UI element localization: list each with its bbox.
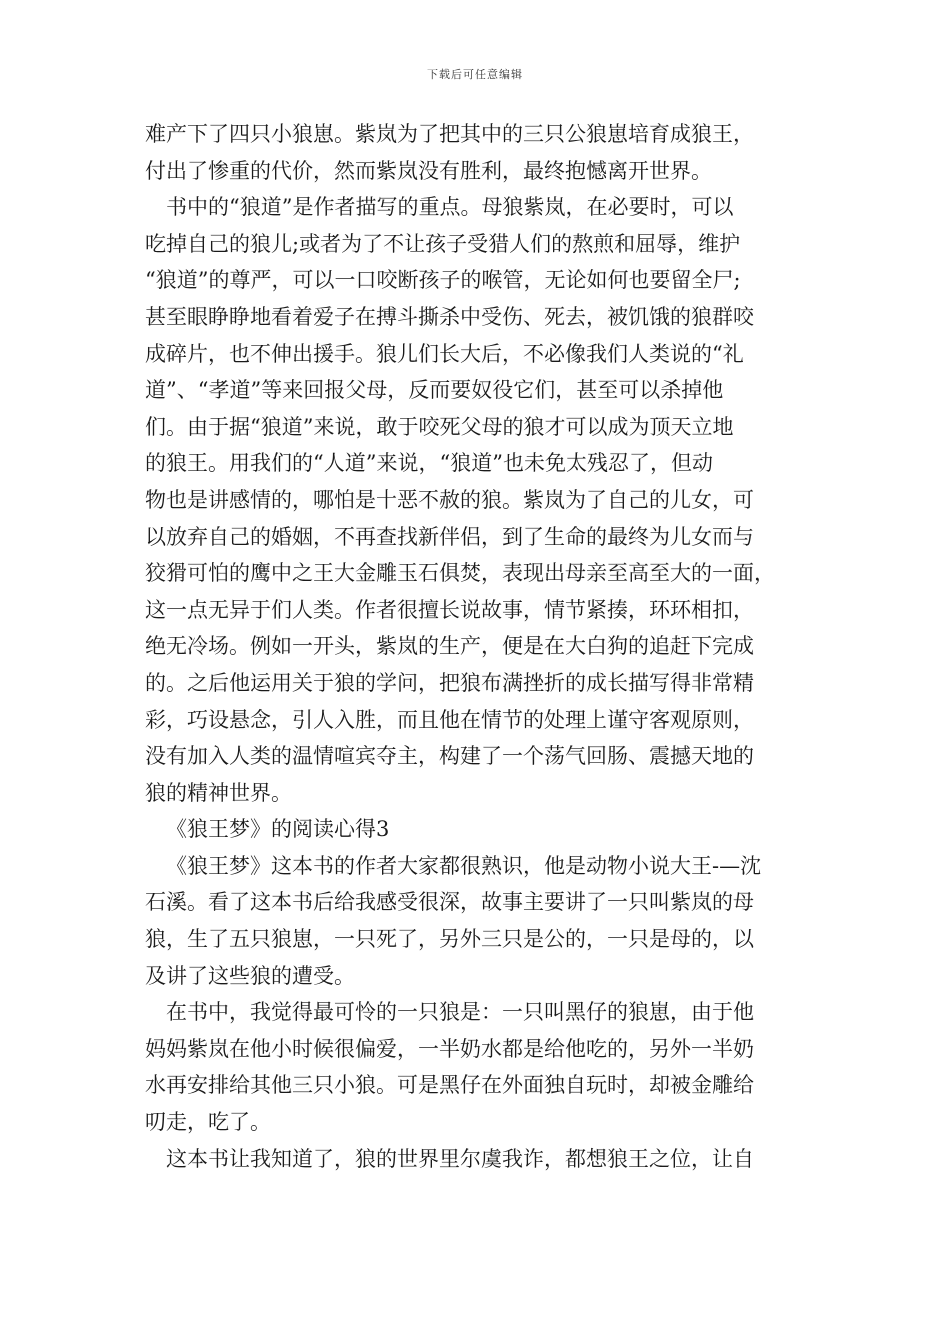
text-line: 这本书让我知道了，狼的世界里尔虞我诈，都想狼王之位，让自 <box>166 1146 754 1171</box>
text-line: 难产下了四只小狼崽。紫岚为了把其中的三只公狼崽培育成狼王， <box>145 122 754 146</box>
text-line: 付出了惨重的代价，然而紫岚没有胜利，最终抱憾离开世界。 <box>145 158 712 183</box>
text-line: 成碎片，也不伸出援手。狼儿们长大后，不必像我们人类说的“礼 <box>145 341 744 366</box>
text-line: 的。之后他运用关于狼的学问，把狼布满挫折的成长描写得非常精 <box>145 670 754 695</box>
text-line: 狡猾可怕的鹰中之王大金雕玉石俱焚，表现出母亲至高至大的一面， <box>145 561 775 586</box>
text-line: 物也是讲感情的，哪怕是十恶不赦的狼。紫岚为了自己的儿女，可 <box>145 487 754 512</box>
text-line: 绝无冷场。例如一开头，紫岚的生产，便是在大白狗的追赶下完成 <box>145 634 754 659</box>
text-line: 妈妈紫岚在他小时候很偏爱，一半奶水都是给他吃的，另外一半奶 <box>145 1036 754 1061</box>
text-line: 及讲了这些狼的遭受。 <box>145 963 355 988</box>
text-line: 石溪。看了这本书后给我感受很深，故事主要讲了一只叫紫岚的母 <box>145 890 754 915</box>
page-header: 下载后可任意编辑 <box>427 68 523 81</box>
text-line: 的狼王。用我们的“人道”来说，“狼道”也未免太残忍了，但动 <box>145 451 713 476</box>
text-line: 道”、“孝道”等来回报父母，反而要奴役它们，甚至可以杀掉他 <box>145 378 724 403</box>
text-line: 甚至眼睁睁地看着爱子在搏斗撕杀中受伤、死去，被饥饿的狼群咬 <box>145 304 754 329</box>
text-line: 彩，巧设悬念，引人入胜，而且他在情节的处理上谨守客观原则， <box>145 707 754 732</box>
text-line: 在书中，我觉得最可怜的一只狼是：一只叫黑仔的狼崽，由于他 <box>166 1000 754 1025</box>
text-line: “狼道”的尊严，可以一口咬断孩子的喉管，无论如何也要留全尸; <box>145 268 741 293</box>
text-line: 书中的“狼道”是作者描写的重点。母狼紫岚，在必要时，可以 <box>166 195 734 220</box>
text-line: 没有加入人类的温情喧宾夺主，构建了一个荡气回肠、震撼天地的 <box>145 744 754 769</box>
text-line: 《狼王梦》的阅读心得3 <box>166 817 390 842</box>
text-line: 水再安排给其他三只小狼。可是黑仔在外面独自玩时，却被金雕给 <box>145 1073 754 1098</box>
document-body <box>145 116 825 1177</box>
text-line: 以放弃自己的婚姻，不再查找新伴侣，到了生命的最终为儿女而与 <box>145 524 754 549</box>
text-line: 们。由于据“狼道”来说，敢于咬死父母的狼才可以成为顶天立地 <box>145 414 734 439</box>
text-line: 叨走，吃了。 <box>145 1110 271 1135</box>
text-line: 这一点无异于们人类。作者很擅长说故事，情节紧揍，环环相扣， <box>145 597 754 622</box>
text-line: 《狼王梦》这本书的作者大家都很熟识，他是动物小说大王-—沈 <box>166 853 762 878</box>
text-line: 狼，生了五只狼崽，一只死了，另外三只是公的，一只是母的，以 <box>145 927 754 952</box>
text-line: 吃掉自己的狼儿;或者为了不让孩子受猎人们的熬煎和屈辱，维护 <box>145 231 741 256</box>
text-line: 狼的精神世界。 <box>145 780 292 805</box>
